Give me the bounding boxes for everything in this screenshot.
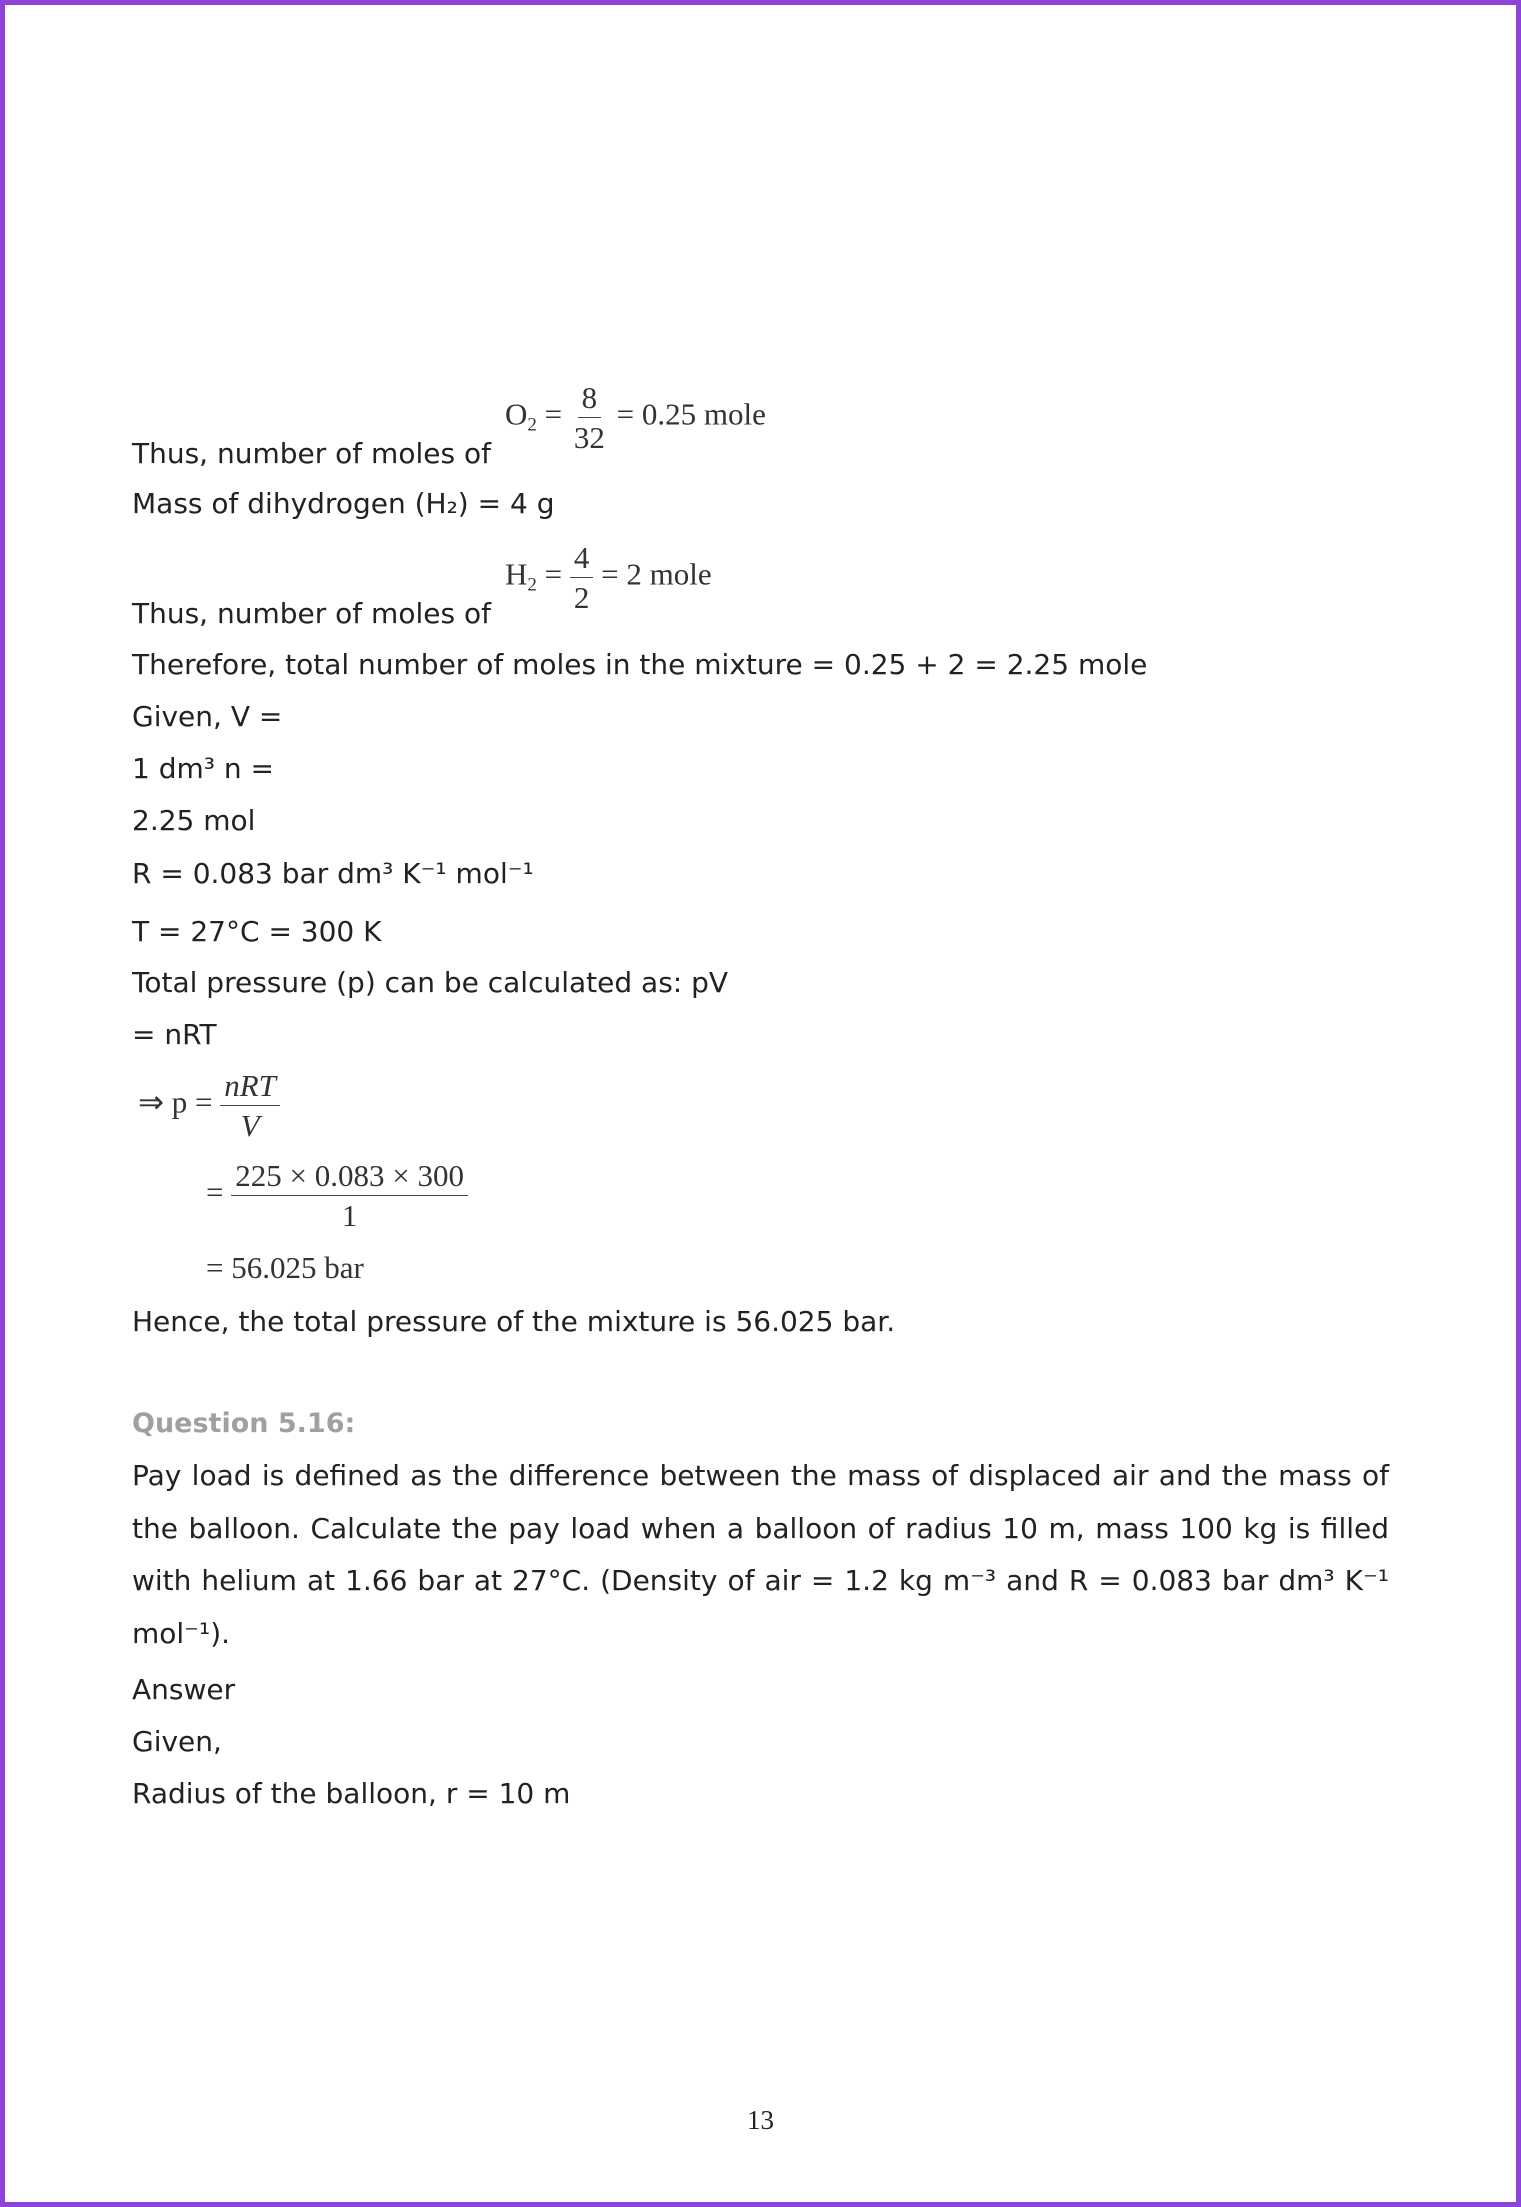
question-text-line: Pay load is defined as the difference between the mass of displaced air and the mass of (132, 1459, 1389, 1492)
text-line: Given, (132, 1725, 222, 1758)
text-line: Given, V = (132, 700, 283, 733)
equation-pressure-substitution: = $\frac{225 \times 0.083 \times 300}{1}$ (206, 1160, 468, 1231)
page-number: 13 (747, 2105, 774, 2135)
text-line: Radius of the balloon, r = 10 m (132, 1777, 571, 1810)
text-line: Total pressure (p) can be calculated as: pV (132, 966, 729, 999)
equation-h2-moles: $H_2$ = $\frac{4}{2}$ = 2 mole (505, 540, 712, 615)
question-text-line: the balloon. Calculate the pay load when a balloon of radius 10 m, mass 100 kg is filled (132, 1512, 1389, 1545)
question-text-line: with helium at 1.66 bar at 27°C. (Density of air = 1.2 kg m⁻³ and R = 0.083 bar dm³ K⁻¹ (132, 1564, 1389, 1597)
equation-o2-moles: $O_2$ = $\frac{8}{32}$ = 0.25 mole (505, 380, 766, 455)
equation-pressure-result: = 56.025 bar (206, 1250, 364, 1285)
equation-pressure-formula: ⇒ p = $\frac{\text{nRT}}{V}$ (138, 1070, 280, 1141)
question-text-line: mol⁻¹). (132, 1617, 231, 1650)
text-line: 1 dm³ n = (132, 752, 274, 785)
text-line: T = 27°C = 300 K (132, 915, 382, 948)
answer-label: Answer (132, 1673, 236, 1706)
text-line: Hence, the total pressure of the mixture is 56.025 bar. (132, 1305, 896, 1338)
text-line: Therefore, total number of moles in the mixture = 0.25 + 2 = 2.25 mole (132, 648, 1148, 681)
text-line: Thus, number of moles of (132, 597, 491, 630)
text-line: = nRT (132, 1018, 217, 1051)
text-line: Mass of dihydrogen (H₂) = 4 g (132, 487, 555, 520)
text-line: 2.25 mol (132, 804, 256, 837)
text-line: Thus, number of moles of (132, 437, 491, 470)
question-heading: Question 5.16: (132, 1408, 356, 1439)
text-line: R = 0.083 bar dm³ K⁻¹ mol⁻¹ (132, 857, 534, 890)
